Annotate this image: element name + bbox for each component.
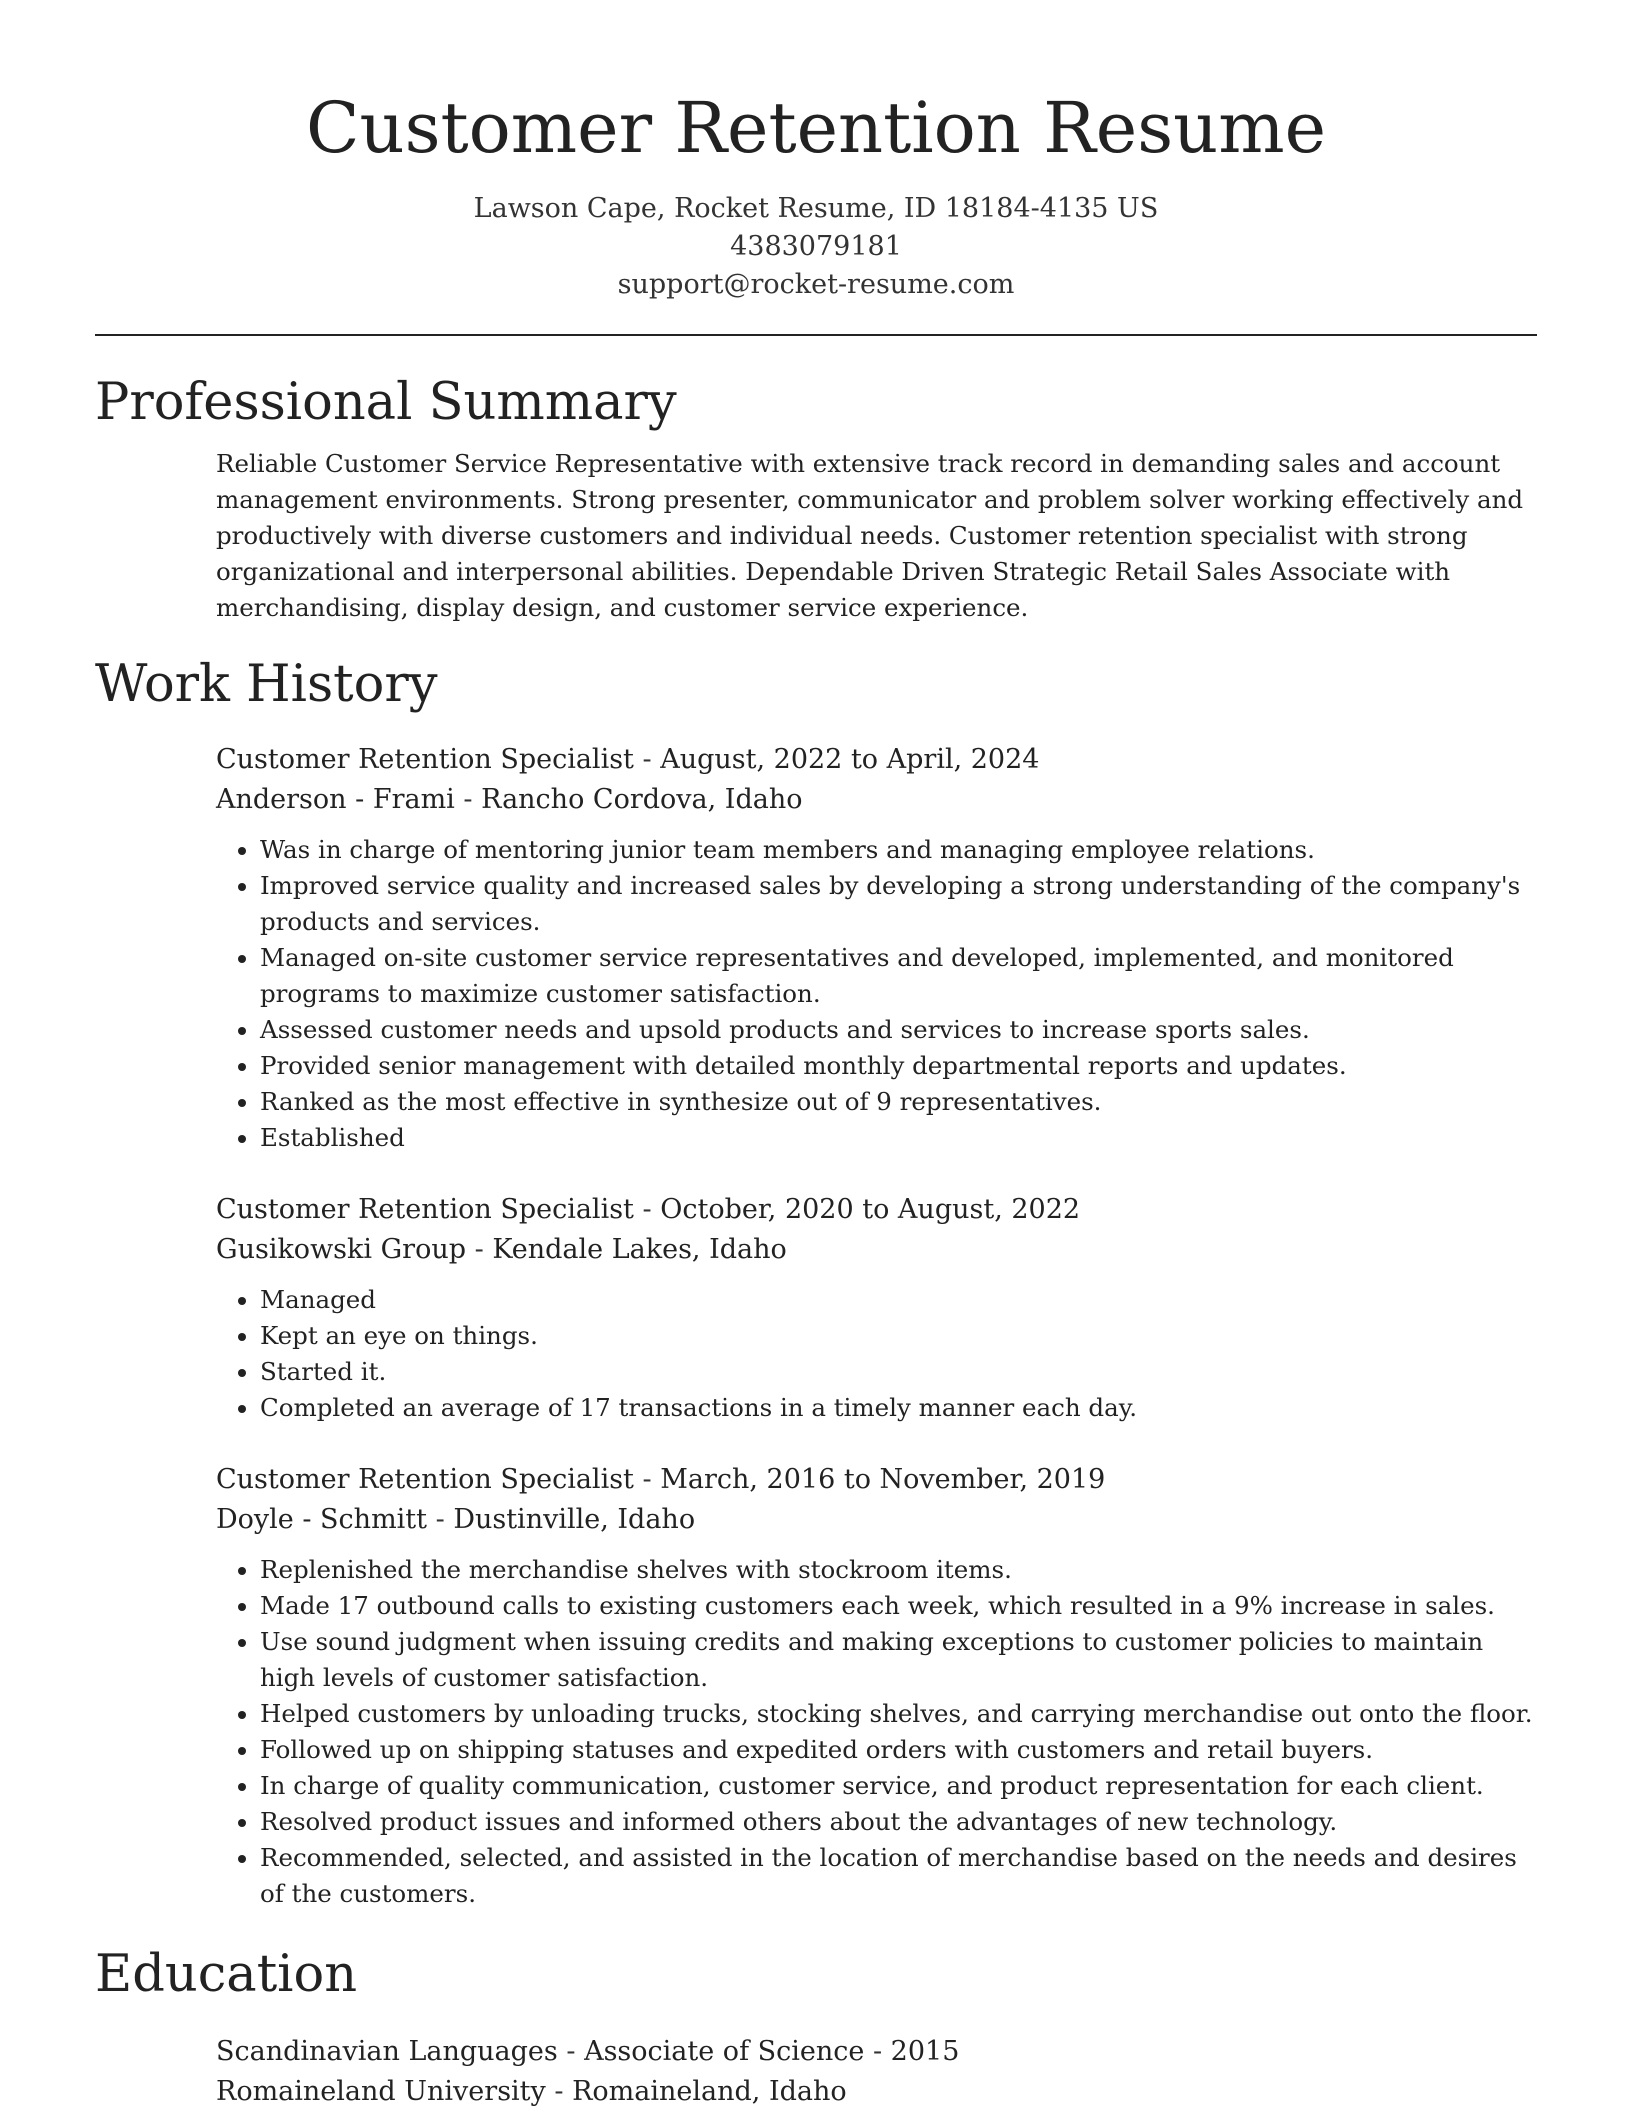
education-degree-line: [216, 2032, 1537, 2072]
job-dates: March, 2016 to November, 2019: [660, 1464, 1106, 1495]
job-entry: [216, 1460, 1537, 1912]
job-entry: [216, 1190, 1537, 1426]
job-bullets: [216, 1552, 1537, 1912]
job-employer: Anderson - Frami: [216, 784, 455, 815]
job-position: Customer Retention Specialist: [216, 1464, 634, 1495]
job-location: Kendale Lakes, Idaho: [492, 1234, 787, 1265]
summary-heading: Professional Summary: [95, 373, 677, 432]
job-dates: October, 2020 to August, 2022: [660, 1194, 1081, 1225]
education-list: [95, 2032, 1537, 2112]
education-field: Scandinavian Languages: [216, 2036, 558, 2067]
job-position: Customer Retention Specialist: [216, 1194, 634, 1225]
job-bullet: • Managed on-site customer service representatives and developed, implemented, and monitored programs to maximize customer satisfaction.: [260, 940, 1537, 1012]
job-bullet: • Made 17 outbound calls to existing customers each week, which resulted in a 9% increase in sales.: [260, 1588, 1537, 1624]
job-title-line: [216, 740, 1537, 780]
education-section: [95, 1940, 1537, 2112]
separator: -: [864, 2036, 891, 2067]
job-employer: Gusikowski Group: [216, 1234, 467, 1265]
summary-section: [95, 368, 1537, 626]
education-heading: Education: [95, 1945, 358, 2004]
resume-title: Customer Retention Resume: [305, 87, 1327, 169]
work-history-section: [95, 650, 1537, 1912]
job-bullet: • Followed up on shipping statuses and expedited orders with customers and retail buyers.: [260, 1732, 1537, 1768]
job-bullet: • Recommended, selected, and assisted in the location of merchandise based on the needs and desires of the customers.: [260, 1840, 1537, 1912]
separator: -: [633, 1464, 661, 1495]
job-list: [95, 740, 1537, 1912]
contact-block: [95, 190, 1537, 304]
education-location: Romaineland, Idaho: [572, 2076, 847, 2107]
job-bullet: • Completed an average of 17 transactions in a timely manner each day.: [260, 1390, 1537, 1426]
job-employer: Doyle - Schmitt: [216, 1504, 428, 1535]
job-bullet: • Ranked as the most effective in synthesize out of 9 representatives.: [260, 1084, 1537, 1120]
job-bullet: • In charge of quality communication, customer service, and product representation for each client.: [260, 1768, 1537, 1804]
job-bullet: • Resolved product issues and informed others about the advantages of new technology.: [260, 1804, 1537, 1840]
job-employer-line: [216, 1230, 1537, 1270]
job-bullets: [216, 1282, 1537, 1426]
job-bullet: • Kept an eye on things.: [260, 1318, 1537, 1354]
job-bullet: • Established: [260, 1120, 1537, 1156]
contact-address: Lawson Cape, Rocket Resume, ID 18184-4135 US: [473, 193, 1159, 224]
job-bullet: • Improved service quality and increased sales by developing a strong understanding of the company's products and services.: [260, 868, 1537, 940]
job-bullet: • Use sound judgment when issuing credits and making exceptions to customer policies to maintain high levels of customer satisfaction.: [260, 1624, 1537, 1696]
separator: -: [466, 1234, 493, 1265]
job-bullet: • Started it.: [260, 1354, 1537, 1390]
summary-text: Reliable Customer Service Representative with extensive track record in demanding sales and account management environments. Strong presenter, communicator and problem solver working effectively and productively with diverse customers and individual needs. Customer retention specialist with strong organizational and interpersonal abilities. Dependable Driven Strategic Retail Sales Associate with merchandising, display design, and customer service experience.: [216, 449, 1524, 622]
job-entry: [216, 740, 1537, 1156]
separator: -: [545, 2076, 573, 2107]
job-dates: August, 2022 to April, 2024: [660, 744, 1040, 775]
separator: -: [427, 1504, 454, 1535]
separator: -: [557, 2036, 585, 2067]
job-bullet: • Helped customers by unloading trucks, stocking shelves, and carrying merchandise out onto the floor.: [260, 1696, 1537, 1732]
contact-email: support@rocket-resume.com: [617, 269, 1015, 300]
resume-header: [95, 0, 1537, 304]
separator: -: [454, 784, 482, 815]
education-entry: [216, 2032, 1537, 2112]
job-bullet: • Assessed customer needs and upsold products and services to increase sports sales.: [260, 1012, 1537, 1048]
header-divider: [95, 334, 1537, 336]
job-location: Dustinville, Idaho: [453, 1504, 696, 1535]
job-bullets: [216, 832, 1537, 1156]
work-history-heading: Work History: [95, 655, 438, 714]
job-employer-line: [216, 1500, 1537, 1540]
separator: -: [633, 1194, 661, 1225]
separator: -: [633, 744, 661, 775]
job-bullet: • Managed: [260, 1282, 1537, 1318]
job-location: Rancho Cordova, Idaho: [481, 784, 803, 815]
education-school: Romaineland University: [216, 2076, 546, 2107]
contact-phone: 4383079181: [730, 231, 902, 262]
job-title-line: [216, 1190, 1537, 1230]
education-year: 2015: [890, 2036, 960, 2067]
education-degree: Associate of Science: [584, 2036, 865, 2067]
education-school-line: [216, 2072, 1537, 2112]
job-title-line: [216, 1460, 1537, 1500]
job-bullet: • Was in charge of mentoring junior team members and managing employee relations.: [260, 832, 1537, 868]
job-bullet: • Replenished the merchandise shelves with stockroom items.: [260, 1552, 1537, 1588]
job-position: Customer Retention Specialist: [216, 744, 634, 775]
job-bullet: • Provided senior management with detailed monthly departmental reports and updates.: [260, 1048, 1537, 1084]
job-employer-line: [216, 780, 1537, 820]
